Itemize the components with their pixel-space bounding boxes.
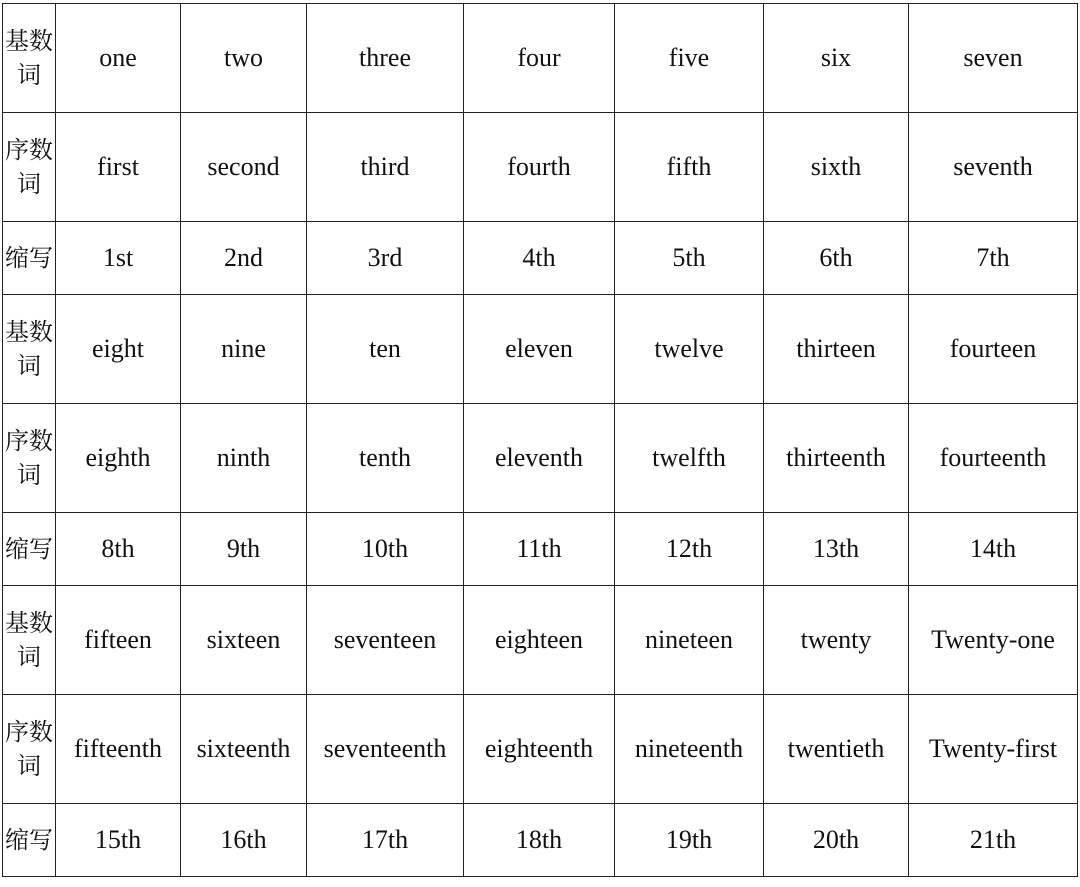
table-cell: twelve	[615, 295, 764, 404]
row-label: 基数词	[3, 4, 56, 113]
table-cell: three	[307, 4, 464, 113]
table-cell: 10th	[307, 513, 464, 586]
row-label: 缩写	[3, 804, 56, 877]
table-row	[3, 695, 1078, 804]
row-label: 基数词	[3, 295, 56, 404]
table-cell: fourteenth	[909, 404, 1078, 513]
table-cell: 20th	[764, 804, 909, 877]
table-row	[3, 295, 1078, 404]
table-cell: twelfth	[615, 404, 764, 513]
table-cell: 15th	[56, 804, 181, 877]
row-label: 基数词	[3, 586, 56, 695]
table-cell: thirteen	[764, 295, 909, 404]
table-row	[3, 804, 1078, 877]
table-cell: sixteen	[181, 586, 307, 695]
table-cell: nineteen	[615, 586, 764, 695]
table-row	[3, 513, 1078, 586]
table-cell: five	[615, 4, 764, 113]
table-row	[3, 404, 1078, 513]
table-cell: 12th	[615, 513, 764, 586]
table-cell: eight	[56, 295, 181, 404]
table-cell: nine	[181, 295, 307, 404]
row-label: 序数词	[3, 695, 56, 804]
table-cell: seventeenth	[307, 695, 464, 804]
table-cell: seventeen	[307, 586, 464, 695]
table-cell: fifteen	[56, 586, 181, 695]
table-cell: eleventh	[464, 404, 615, 513]
table-cell: twentieth	[764, 695, 909, 804]
table-cell: 8th	[56, 513, 181, 586]
table-cell: eighteenth	[464, 695, 615, 804]
table-cell: ninth	[181, 404, 307, 513]
table-body	[3, 4, 1078, 877]
table-cell: 13th	[764, 513, 909, 586]
table-cell: Twenty-one	[909, 586, 1078, 695]
table-cell: two	[181, 4, 307, 113]
table-cell: 5th	[615, 222, 764, 295]
table-cell: twenty	[764, 586, 909, 695]
row-label: 缩写	[3, 513, 56, 586]
number-table	[2, 3, 1078, 877]
table-cell: 11th	[464, 513, 615, 586]
row-label: 缩写	[3, 222, 56, 295]
table-cell: nineteenth	[615, 695, 764, 804]
table-cell: fourth	[464, 113, 615, 222]
table-cell: 6th	[764, 222, 909, 295]
table-cell: thirteenth	[764, 404, 909, 513]
table-cell: six	[764, 4, 909, 113]
table-cell: Twenty-first	[909, 695, 1078, 804]
table-row	[3, 4, 1078, 113]
table-cell: four	[464, 4, 615, 113]
table-cell: seventh	[909, 113, 1078, 222]
table-cell: tenth	[307, 404, 464, 513]
table-cell: fifteenth	[56, 695, 181, 804]
table-cell: 17th	[307, 804, 464, 877]
table-cell: eleven	[464, 295, 615, 404]
row-label: 序数词	[3, 113, 56, 222]
table-cell: eighth	[56, 404, 181, 513]
table-cell: 21th	[909, 804, 1078, 877]
table-row	[3, 222, 1078, 295]
table-cell: one	[56, 4, 181, 113]
table-cell: 9th	[181, 513, 307, 586]
table-cell: fifth	[615, 113, 764, 222]
table-cell: sixteenth	[181, 695, 307, 804]
table-cell: 4th	[464, 222, 615, 295]
table-cell: ten	[307, 295, 464, 404]
table-cell: 3rd	[307, 222, 464, 295]
table-cell: 1st	[56, 222, 181, 295]
table-row	[3, 113, 1078, 222]
table-cell: 16th	[181, 804, 307, 877]
table-cell: 7th	[909, 222, 1078, 295]
table-cell: 18th	[464, 804, 615, 877]
table-cell: first	[56, 113, 181, 222]
table-cell: fourteen	[909, 295, 1078, 404]
table-cell: eighteen	[464, 586, 615, 695]
table-cell: 14th	[909, 513, 1078, 586]
table-cell: 19th	[615, 804, 764, 877]
table-row	[3, 586, 1078, 695]
table-cell: sixth	[764, 113, 909, 222]
row-label: 序数词	[3, 404, 56, 513]
table-cell: second	[181, 113, 307, 222]
table-cell: seven	[909, 4, 1078, 113]
table-cell: third	[307, 113, 464, 222]
table-cell: 2nd	[181, 222, 307, 295]
